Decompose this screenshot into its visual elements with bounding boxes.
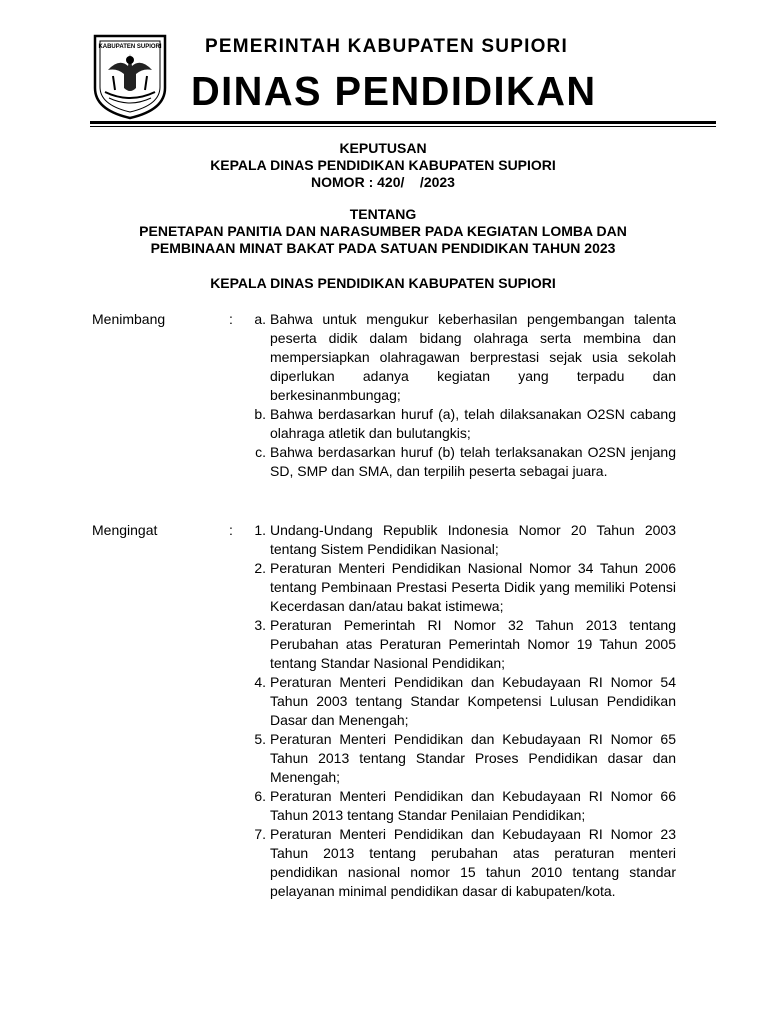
decree-type: KEPUTUSAN: [339, 140, 427, 156]
letterhead: [0, 0, 768, 130]
item-text: Bahwa berdasarkan huruf (b) telah terlaksanakan O2SN jenjang SD, SMP dan SMA, dan terpilih peserta sebagai juara.: [270, 444, 676, 479]
mengingat-list: [238, 521, 676, 901]
item-marker: 6.: [254, 788, 266, 804]
mengingat-label: Mengingat: [92, 522, 158, 538]
list-item: [238, 787, 676, 825]
item-marker: 2.: [254, 560, 266, 576]
decree-subject: [90, 206, 676, 257]
item-marker: 4.: [254, 674, 266, 690]
item-marker: 5.: [254, 731, 266, 747]
authority-heading: KEPALA DINAS PENDIDIKAN KABUPATEN SUPIORI: [210, 275, 556, 291]
letterhead-rule-thin: [90, 126, 716, 127]
item-text: Bahwa untuk mengukur keberhasilan pengembangan talenta peserta didik dalam bidang olahraga serta membina dan mempersiapkan olahragawan berprestasi sejak usia sekolah diperlukan adanya kegiatan yang terpadu dan berkesinanmbungag;: [270, 311, 676, 403]
item-marker: 7.: [254, 826, 266, 842]
item-text: Peraturan Menteri Pendidikan dan Kebudayaan RI Nomor 23 Tahun 2013 tentang perubahan atas peraturan menteri pendidikan nasional nomor 15 tahun 2010 tentang standar pelayanan minimal pendidikan dasar di kabupaten/kota.: [270, 826, 676, 899]
decree-title: [90, 140, 676, 191]
list-item: [238, 616, 676, 673]
list-item: [238, 521, 676, 559]
list-item: [238, 673, 676, 730]
list-item: [238, 405, 676, 443]
item-marker: b.: [254, 406, 266, 422]
item-text: Peraturan Menteri Pendidikan Nasional Nomor 34 Tahun 2006 tentang Pembinaan Prestasi Peserta Didik yang memiliki Potensi Kecerdasan dan/atau bakat istimewa;: [270, 560, 676, 614]
government-name: PEMERINTAH KABUPATEN SUPIORI: [205, 36, 568, 57]
item-marker: a.: [254, 311, 266, 327]
item-text: Undang-Undang Republik Indonesia Nomor 20 Tahun 2003 tentang Sistem Pendidikan Nasional;: [270, 522, 676, 557]
list-item: [238, 730, 676, 787]
item-marker: 1.: [254, 522, 266, 538]
list-item: [238, 825, 676, 901]
list-item: [238, 559, 676, 616]
menimbang-label: Menimbang: [92, 311, 166, 327]
logo-lettering: KABUPATEN SUPIORI: [98, 44, 162, 50]
subject-line-2: PEMBINAAN MINAT BAKAT PADA SATUAN PENDIDIKAN TAHUN 2023: [150, 240, 616, 256]
regency-emblem-icon: [91, 30, 169, 120]
menimbang-list: [238, 310, 676, 481]
decree-number: NOMOR : 420/ /2023: [311, 174, 455, 190]
list-item: [238, 310, 676, 405]
menimbang-colon: :: [229, 311, 233, 327]
item-marker: c.: [255, 444, 266, 460]
item-marker: 3.: [254, 617, 266, 633]
item-text: Bahwa berdasarkan huruf (a), telah dilaksanakan O2SN cabang olahraga atletik dan bulutangkis;: [270, 406, 676, 441]
item-text: Peraturan Menteri Pendidikan dan Kebudayaan RI Nomor 65 Tahun 2013 tentang Standar Proses Pendidikan dasar dan Menengah;: [270, 731, 676, 785]
subject-line-1: PENETAPAN PANITIA DAN NARASUMBER PADA KEGIATAN LOMBA DAN: [139, 223, 627, 239]
list-item: [238, 443, 676, 481]
decree-issuer: KEPALA DINAS PENDIDIKAN KABUPATEN SUPIORI: [210, 157, 556, 173]
item-text: Peraturan Menteri Pendidikan dan Kebudayaan RI Nomor 66 Tahun 2013 tentang Standar Penilaian Pendidikan;: [270, 788, 676, 823]
item-text: Peraturan Pemerintah RI Nomor 32 Tahun 2013 tentang Perubahan atas Peraturan Pemerintah Nomor 19 Tahun 2005 tentang Standar Nasional Pendidikan;: [270, 617, 676, 671]
letterhead-rule-thick: [90, 121, 716, 124]
office-name: DINAS PENDIDIKAN: [191, 68, 597, 114]
subject-heading: TENTANG: [349, 206, 417, 222]
item-text: Peraturan Menteri Pendidikan dan Kebudayaan RI Nomor 54 Tahun 2003 tentang Standar Kompetensi Lulusan Pendidikan Dasar dan Menengah;: [270, 674, 676, 728]
mengingat-colon: :: [229, 522, 233, 538]
